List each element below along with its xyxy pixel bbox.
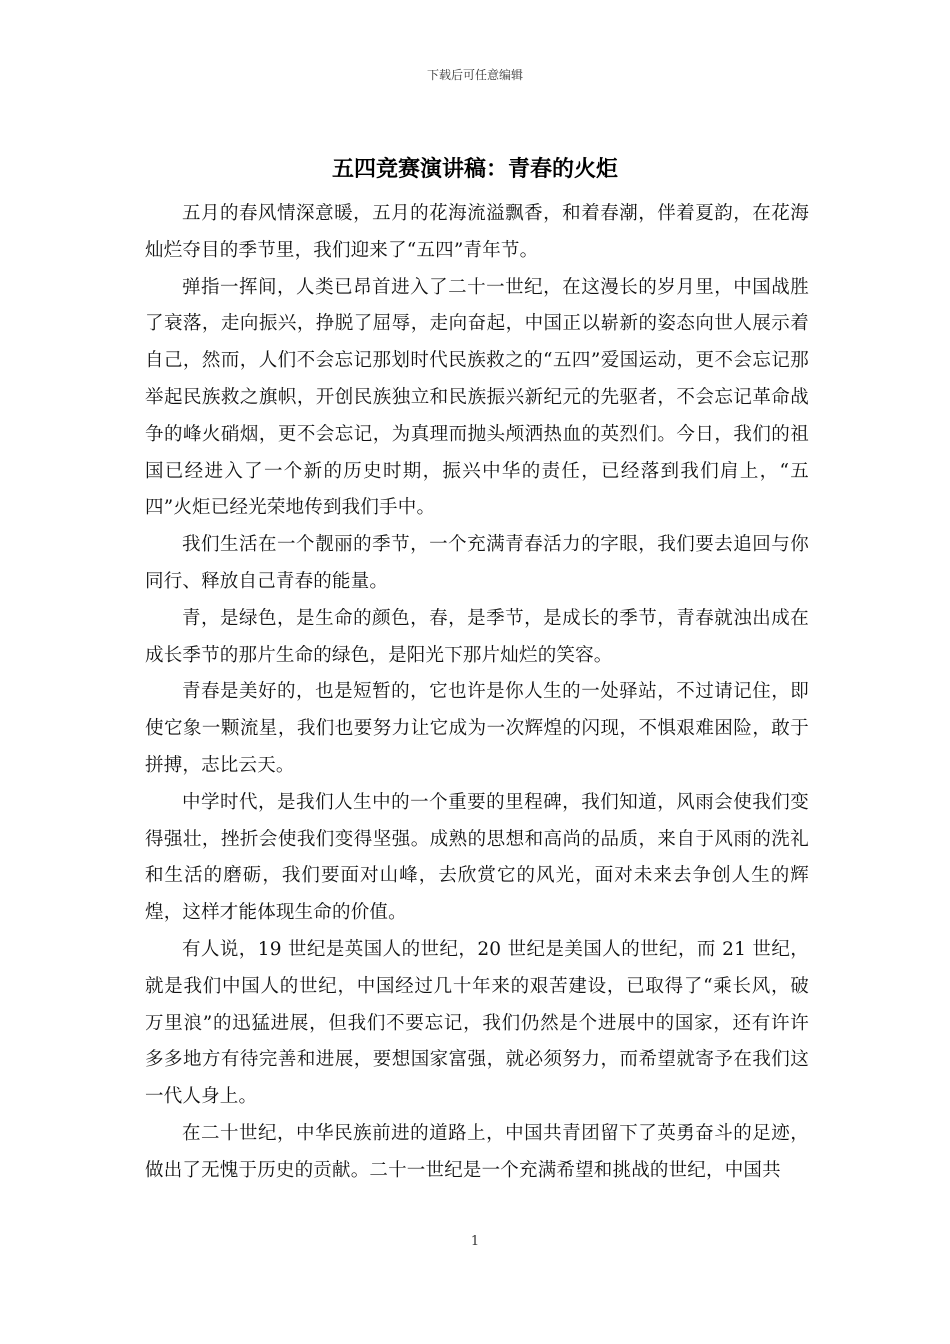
page-header: 下载后可任意编辑 (426, 68, 523, 82)
paragraph-5: 青春是美好的，也是短暂的，它也许是你人生的一处驿站，不过请记住，即使它象一颗流星，我们也要努力让它成为一次辉煌的闪现，不惧艰难困险，敢于拼搏，志比云天。 (145, 681, 809, 776)
paragraph-8: 在二十世纪，中华民族前进的道路上，中国共青团留下了英勇奋斗的足迹，做出了无愧于历史的贡献。二十一世纪是一个充满希望和挑战的世纪，中国共 (145, 1122, 809, 1181)
document-title: 五四竞赛演讲稿：青春的火炬 (331, 157, 618, 182)
paragraph-4: 青，是绿色，是生命的颜色，春，是季节，是成长的季节，青春就浊出成在成长季节的那片生命的绿色，是阳光下那片灿烂的笑容。 (145, 607, 809, 666)
page-number: 1 (470, 1234, 480, 1249)
paragraph-1: 五月的春风情深意暖，五月的花海流溢飘香，和着春潮，伴着夏韵，在花海灿烂夺目的季节里，我们迎来了“五四”青年节。 (145, 203, 809, 261)
paragraph-7: 有人说，19 世纪是英国人的世纪，20 世纪是美国人的世纪，而 21 世纪，就是我们中国人的世纪，中国经过几十年来的艰苦建设，已取得了“乘长风，破万里浪”的迅猛进展，但我们不要忘记，我们仍然是个进展中的国家，还有许许多多地方有待完善和进展，要想国家富强，就必须努力，而希望就寄予在我们这一代人身上。 (145, 938, 809, 1108)
paragraph-6: 中学时代，是我们人生中的一个重要的里程碑，我们知道，风雨会使我们变得强壮，挫折会使我们变得坚强。成熟的思想和高尚的品质，来自于风雨的洗礼和生活的磨砺，我们要面对山峰，去欣赏它的风光，面对未来去争创人生的辉煌，这样才能体现生命的价值。 (145, 791, 809, 924)
paragraph-3: 我们生活在一个靓丽的季节，一个充满青春活力的字眼，我们要去追回与你同行、释放自己青春的能量。 (145, 534, 809, 592)
paragraph-2: 弹指一挥间，人类已昂首进入了二十一世纪，在这漫长的岁月里，中国战胜了衰落，走向振兴，挣脱了屈辱，走向奋起，中国正以崭新的姿态向世人展示着自己，然而，人们不会忘记那划时代民族救之的“五四”爱国运动，更不会忘记那举起民族救之旗帜，开创民族独立和民族振兴新纪元的先驱者，不会忘记革命战争的峰火硝烟，更不会忘记，为真理而抛头颅洒热血的英烈们。今日，我们的祖国已经进入了一个新的历史时期，振兴中华的责任，已经落到我们肩上，“五四”火炬已经光荣地传到我们手中。 (145, 276, 809, 519)
document-body (145, 196, 809, 1190)
